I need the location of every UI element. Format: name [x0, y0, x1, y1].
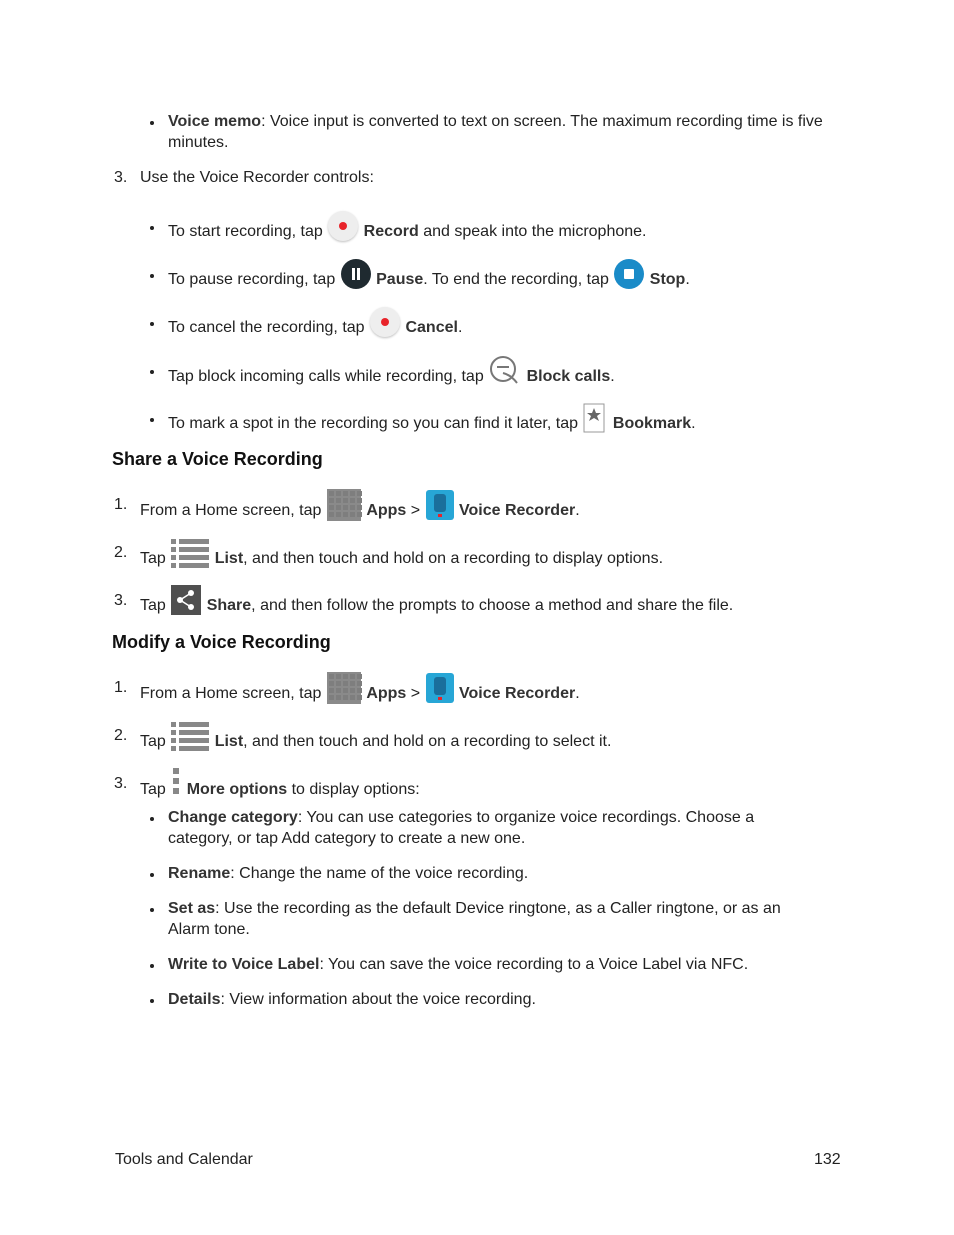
share-step-2: Tap List, and then touch and hold on a recording to display options.	[140, 543, 663, 575]
page-number: 132	[814, 1151, 841, 1168]
voice-memo-item: Voice memo: Voice input is converted to text on screen. The maximum recording time is five	[168, 113, 823, 130]
block-calls-icon	[489, 355, 521, 387]
share-step-1: From a Home screen, tap Apps > Voice Recorder.	[140, 495, 580, 527]
voice-recorder-icon	[426, 673, 454, 703]
step-number: 3.	[114, 169, 128, 186]
option-continuation: Alarm tone.	[168, 921, 250, 938]
controls-intro: Use the Voice Recorder controls:	[140, 169, 374, 186]
pause-item: To pause recording, tap Pause. To end the recording, tap Stop.	[168, 265, 690, 295]
list-icon	[171, 720, 209, 752]
voice-memo-continuation: minutes.	[168, 134, 229, 151]
block-calls-item: Tap block incoming calls while recording, tap Block calls.	[168, 361, 615, 393]
share-step-3: Tap Share, and then follow the prompts to choose a method and share the file.	[140, 591, 733, 621]
option-details: Details: View information about the voice recording.	[168, 991, 536, 1008]
step-number: 2.	[114, 544, 128, 561]
modify-step-1: From a Home screen, tap Apps > Voice Recorder.	[140, 678, 580, 710]
apps-icon	[327, 672, 361, 704]
option-rename: Rename: Change the name of the voice recording.	[168, 865, 529, 882]
bookmark-icon	[583, 403, 607, 433]
voice-recorder-icon	[426, 490, 454, 520]
modify-step-2: Tap List, and then touch and hold on a recording to select it.	[140, 726, 611, 758]
more-options-icon	[171, 768, 181, 800]
apps-icon	[327, 489, 361, 521]
share-heading: Share a Voice Recording	[112, 449, 323, 469]
bookmark-item: To mark a spot in the recording so you can find it later, tap Bookmark.	[168, 409, 696, 439]
option-set-as: Set as: Use the recording as the default Device ringtone, as a Caller ringtone, or as an	[168, 900, 781, 917]
step-number: 2.	[114, 727, 128, 744]
cancel-item: To cancel the recording, tap Cancel.	[168, 313, 462, 343]
list-icon	[171, 537, 209, 569]
modify-heading: Modify a Voice Recording	[112, 632, 331, 652]
share-icon	[171, 585, 201, 615]
record-item: To start recording, tap Record and speak into the microphone.	[168, 217, 646, 247]
step-number: 3.	[114, 775, 128, 792]
step-number: 1.	[114, 679, 128, 696]
record-icon	[328, 211, 358, 241]
pause-icon	[341, 259, 371, 289]
option-continuation: category, or tap Add category to create a new one.	[168, 830, 526, 847]
modify-step-3: Tap More options to display options:	[140, 774, 420, 806]
stop-icon	[614, 259, 644, 289]
cancel-icon	[370, 307, 400, 337]
option-write-voice-label: Write to Voice Label: You can save the voice recording to a Voice Label via NFC.	[168, 956, 749, 973]
option-change-category: Change category: You can use categories to organize voice recordings. Choose a	[168, 809, 755, 826]
step-number: 1.	[114, 496, 128, 513]
footer-section-title: Tools and Calendar	[115, 1151, 253, 1168]
step-number: 3.	[114, 592, 128, 609]
